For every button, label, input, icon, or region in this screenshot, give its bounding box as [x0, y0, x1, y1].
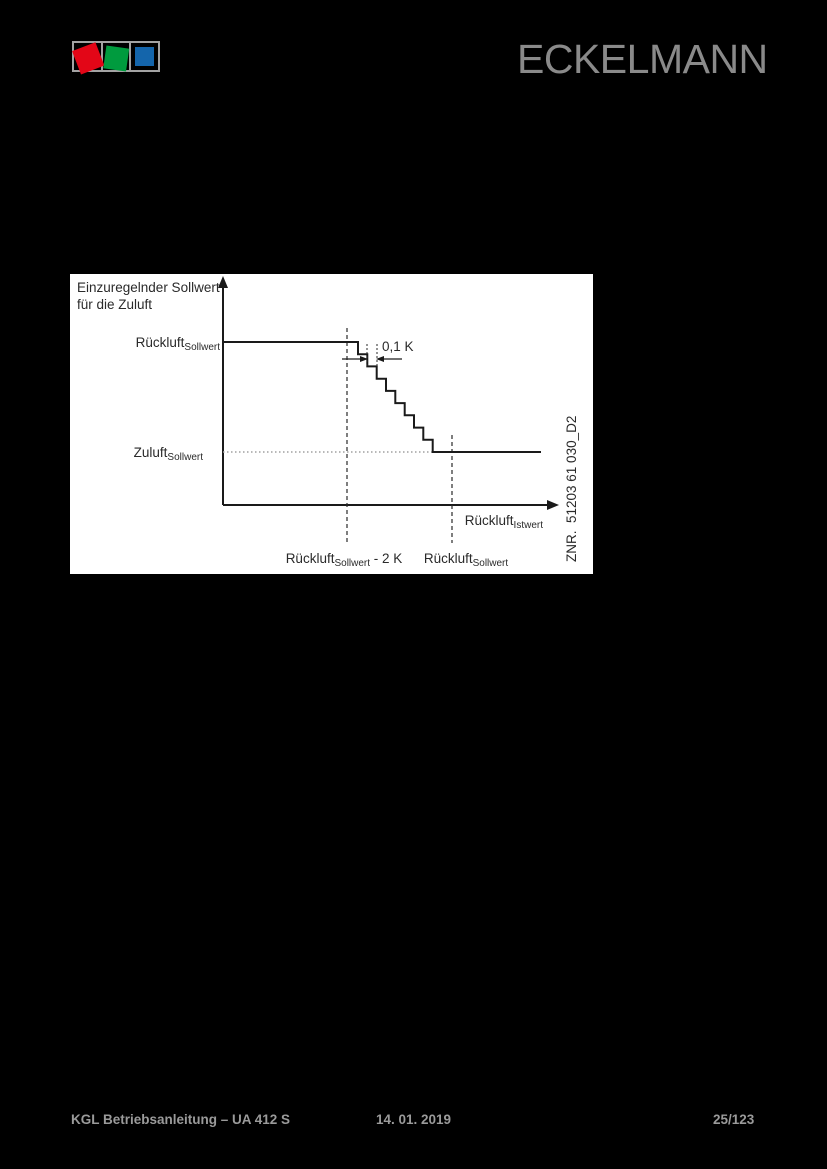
brand-wordmark: ECKELMANN — [517, 36, 768, 82]
setpoint-diagram — [70, 274, 593, 574]
x-mark-rueckluft-sollwert — [424, 550, 508, 572]
label-subscript: Istwert — [513, 520, 543, 531]
label-base: Rückluft — [464, 513, 514, 528]
step-width-annotation: 0,1 K — [382, 339, 414, 354]
label-suffix: - 2 K — [370, 551, 403, 566]
label-subscript: Sollwert — [472, 558, 509, 569]
footer-page-number: 25/123 — [713, 1112, 755, 1127]
eckelmann-logo-icon — [72, 41, 160, 72]
diagram-title-line1: Einzuregelnder Sollwert — [77, 280, 220, 295]
logo-cell-red — [74, 43, 101, 70]
logo-cell-blue — [129, 43, 158, 70]
label-subscript: Sollwert — [167, 452, 203, 463]
y-label-rueckluft-sollwert — [136, 334, 220, 356]
logo-cell-green — [101, 43, 130, 70]
label-base: Zuluft — [133, 445, 168, 460]
green-square-icon — [103, 45, 129, 71]
y-label-zuluft-sollwert — [134, 444, 203, 466]
label-subscript: Sollwert — [184, 342, 220, 353]
footer-date: 14. 01. 2019 — [376, 1112, 452, 1127]
label-subscript: Sollwert — [334, 558, 371, 569]
label-base: Rückluft — [135, 335, 185, 350]
blue-square-icon — [135, 47, 154, 66]
diagram-title — [77, 279, 220, 313]
x-mark-rueckluft-sollwert-minus-2k — [286, 550, 403, 572]
drawing-number: ZNR. 51203 61 030_D2 — [564, 415, 579, 562]
diagram-title-line2: für die Zuluft — [77, 297, 153, 312]
label-base: Rückluft — [423, 551, 473, 566]
red-square-icon — [72, 42, 104, 74]
label-base: Rückluft — [285, 551, 335, 566]
footer-document-title: KGL Betriebsanleitung – UA 412 S — [71, 1112, 291, 1127]
x-axis-label — [465, 512, 543, 534]
